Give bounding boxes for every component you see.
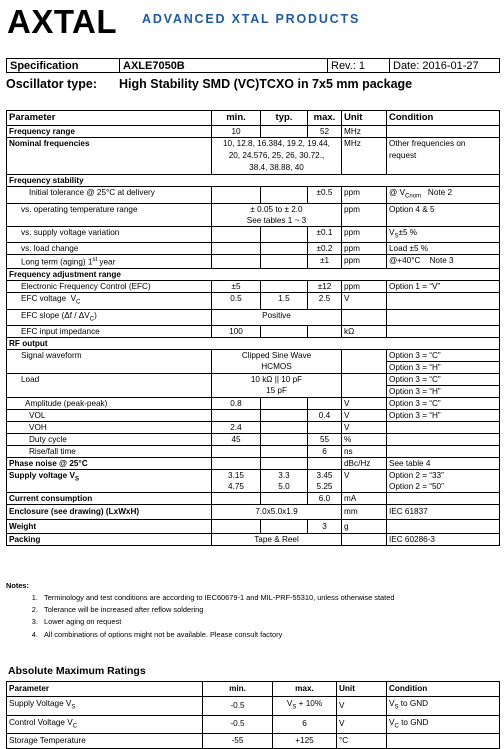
cell-unit: ppm [342,255,387,269]
cell-max: 0.4 [308,410,342,422]
table-row [7,374,500,398]
spec-label: Specification [7,59,120,73]
cell-min: -0.5 [203,715,273,734]
param-voh: VOH [7,422,212,434]
cell-min: 10 [212,126,261,138]
amr-title: Absolute Maximum Ratings [8,665,146,677]
param-current: Current consumption [7,493,212,505]
cell-max: +125 [273,734,337,749]
spec-part: AXLE7050B [120,59,328,73]
cell-max: ±1 [308,255,342,269]
table-row [7,243,500,255]
cell-max: 6 [308,446,342,458]
cell-condition: Option 1 = “V” [387,281,500,293]
cell-unit: V [342,398,387,410]
oscillator-type [6,77,500,91]
section-frequency-adjustment: Frequency adjustment range [7,269,500,281]
cell-unit: ppm [342,281,387,293]
param-phase-noise: Phase noise @ 25°C [7,458,212,470]
amr-table [6,681,500,749]
amr-col-unit: Unit [337,682,387,697]
table-row [7,293,500,310]
col-header-max: max. [308,111,342,126]
notes-list [6,592,500,641]
cell-condition: Option 3 = “C” Option 3 = “H” [387,350,500,374]
cell-unit: mm [342,505,387,520]
cell-typ: Clipped Sine Wave HCMOS [212,350,342,374]
section-row [7,338,500,350]
param-supply-variation: vs. supply voltage variation [7,226,212,243]
cell-min: -0.5 [203,697,273,716]
col-header-condition: Condition [387,111,500,126]
param-vol: VOL [7,410,212,422]
table-row [7,422,500,434]
table-row [7,326,500,338]
cell-condition: Other frequencies on request [387,138,500,175]
cell-condition: @ $V_{Cnom}$ Note 2 [387,187,500,204]
cell-min: 45 [212,434,261,446]
amr-col-condition: Condition [387,682,500,697]
cell-unit: ppm [342,187,387,204]
param-enclosure: Enclosure (see drawing) (LxWxH) [7,505,212,520]
amr-col-min: min. [203,682,273,697]
param-load: Load [7,374,212,398]
cell-unit: ppm [342,243,387,255]
cell-min: 2.4 [212,422,261,434]
cell-max: 3.45 5.25 [308,470,342,493]
spec-rev: Rev.: 1 [328,59,390,73]
cell-unit: dBc/Hz [342,458,387,470]
cell-condition: $V_C$ to GND [387,715,500,734]
table-row [7,187,500,204]
cell-unit: MHz [342,126,387,138]
cell-unit: mA [342,493,387,505]
cell-max: 6.0 [308,493,342,505]
axtal-logo [6,2,132,38]
cell-min: 0.8 [212,398,261,410]
notes-section [6,581,500,641]
cell-min: 0.5 [212,293,261,310]
param-duty-cycle: Duty cycle [7,434,212,446]
cell-typ: 10 kΩ || 10 pF 15 pF [212,374,342,398]
table-row [7,534,500,546]
cell-max: ±0.1 [308,226,342,243]
oscillator-type-label: Oscillator type: [6,77,97,91]
param-packing: Packing [7,534,212,546]
cell-condition: $V_S\pm 5$ % [387,226,500,243]
table-row [7,505,500,520]
cell-unit: °C [337,734,387,749]
col-header-typ: typ. [261,111,308,126]
param-efc: Electronic Frequency Control (EFC) [7,281,212,293]
table-row [7,520,500,534]
cell-max: 6 [273,715,337,734]
cell-condition: Option 2 = “33” Option 2 = “50” [387,470,500,493]
cell-max: ±0.2 [308,243,342,255]
table-row [7,309,500,326]
param-efc-slope: EFC slope $(\Delta f / \Delta V_C)$ [7,309,212,326]
table-row [7,493,500,505]
amr-col-max: max. [273,682,337,697]
table-row [7,255,500,269]
cell-condition: Option 3 = “H” [387,410,500,422]
notes-title: Notes: [6,581,29,590]
amr-header-row [7,682,500,697]
note-item: 3. Lower aging on request [40,616,500,628]
param-nominal-frequencies: Nominal frequencies [7,138,212,175]
param-efc-impedance: EFC input impedance [7,326,212,338]
param-temp-range: vs. operating temperature range [7,203,212,226]
cell-min: 3.15 4.75 [212,470,261,493]
col-header-parameter: Parameter [7,111,212,126]
amr-param-supply: Supply Voltage $V_S$ [7,697,203,716]
cell-typ: Positive [212,309,342,326]
cell-unit: V [337,697,387,716]
cell-typ: 1.5 [261,293,308,310]
cell-min: -55 [203,734,273,749]
cell-condition: @+40°C Note 3 [387,255,500,269]
note-item: 4. All combinations of options might not be available. Please consult factory [40,629,500,641]
cell-min: ±5 [212,281,261,293]
cell-max: ±12 [308,281,342,293]
note-item: 1. Terminology and test conditions are according to IEC60679-1 and MIL-PRF-55310, unless otherwise stated [40,592,500,604]
cell-typ: 3.3 5.0 [261,470,308,493]
cell-min: 100 [212,326,261,338]
table-row [7,715,500,734]
cell-unit: ppm [342,226,387,243]
col-header-min: min. [212,111,261,126]
cell-unit: ns [342,446,387,458]
param-load-change: vs. load change [7,243,212,255]
param-rise-fall: Rise/fall time [7,446,212,458]
param-frequency-range: Frequency range [7,126,212,138]
cell-unit: V [342,470,387,493]
cell-unit: kΩ [342,326,387,338]
param-amplitude: Amplitude (peak-peak) [7,398,212,410]
param-supply-voltage: Supply voltage $V_S$ [7,470,212,493]
section-frequency-stability: Frequency stability [7,175,500,187]
nominal-frequency-list: 10, 12.8, 16.384, 19.2, 19.44, 20, 24.576, 25, 26, 30.72., 38.4, 38.88, 40 [212,138,342,175]
cell-unit: V [342,410,387,422]
oscillator-type-value: High Stability SMD (VC)TCXO in 7x5 mm package [119,77,413,91]
table-row [7,410,500,422]
param-aging: Long term (aging) 1st year [7,255,212,269]
cell-typ: ± 0.05 to ± 2.0 See tables 1 ~ 3 [212,203,342,226]
table-row [7,398,500,410]
spec-header-table [6,58,500,73]
cell-condition: Option 4 & 5 [387,203,500,226]
cell-condition: Option 3 = “C” [387,398,500,410]
cell-unit: V [337,715,387,734]
table-row [7,226,500,243]
table-row [7,281,500,293]
table-row [7,446,500,458]
table-row [7,203,500,226]
cell-unit: % [342,434,387,446]
cell-condition: Load ±5 % [387,243,500,255]
cell-max: 2.5 [308,293,342,310]
cell-condition: $V_S$ to GND [387,697,500,716]
cell-max: 52 [308,126,342,138]
cell-unit: MHz [342,138,387,175]
table-row [7,734,500,749]
cell-max: 3 [308,520,342,534]
col-header-unit: Unit [342,111,387,126]
table-row [7,697,500,716]
table-row [7,350,500,374]
spec-date: Date: 2016-01-27 [390,59,500,73]
param-signal-waveform: Signal waveform [7,350,212,374]
cell-typ: Tape & Reel [212,534,342,546]
cell-condition: Option 3 = “C” Option 3 = “H” [387,374,500,398]
note-item: 2. Tolerance will be increased after reflow soldering [40,604,500,616]
section-rf-output: RF output [7,338,500,350]
brand-header [6,2,500,38]
amr-param-control: Control Voltage $V_C$ [7,715,203,734]
cell-unit: V [342,293,387,310]
section-row [7,269,500,281]
cell-unit: ppm [342,203,387,226]
parameter-table [6,110,500,546]
param-initial-tolerance: Initial tolerance @ 25°C at delivery [7,187,212,204]
cell-typ: 7.0x5.0x1.9 [212,505,342,520]
table-row [7,126,500,138]
param-efc-voltage: EFC voltage $V_C$ [7,293,212,310]
cell-max: ±0.5 [308,187,342,204]
cell-unit: g [342,520,387,534]
cell-condition: IEC 60286-3 [387,534,500,546]
brand-tagline: ADVANCED XTAL PRODUCTS [142,12,361,26]
amr-col-parameter: Parameter [7,682,203,697]
table-row [7,470,500,493]
cell-unit: V [342,422,387,434]
table-row [7,138,500,175]
cell-condition: IEC 61837 [387,505,500,520]
svg-text:AXTAL: AXTAL [7,3,118,38]
section-row [7,175,500,187]
param-weight: Weight [7,520,212,534]
table-row [7,458,500,470]
cell-max: $V_S + 10\%$ [273,697,337,716]
cell-max: 55 [308,434,342,446]
table-row [7,434,500,446]
cell-condition: See table 4 [387,458,500,470]
table-header-row [7,111,500,126]
amr-param-storage: Storage Temperature [7,734,203,749]
